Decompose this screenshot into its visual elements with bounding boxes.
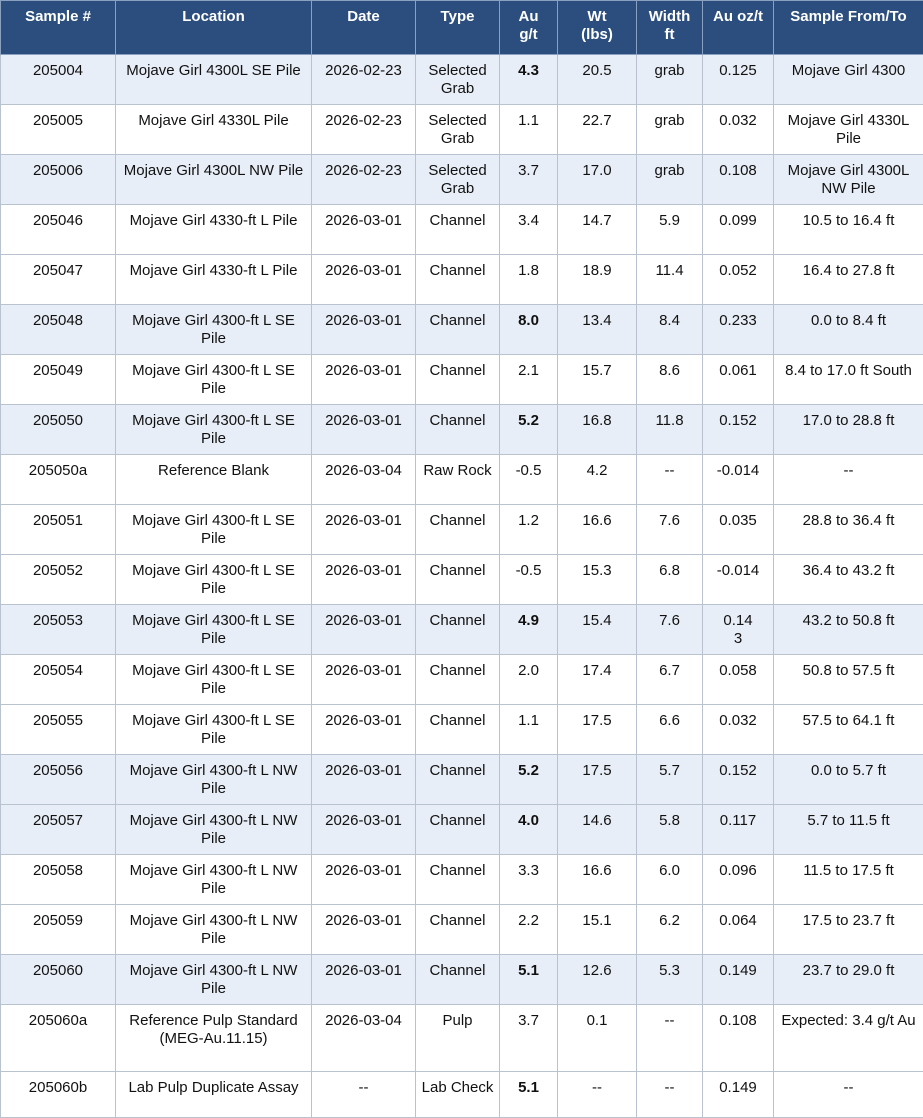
cell-sample-from-to: -- xyxy=(774,455,923,505)
cell-type: Channel xyxy=(416,605,500,655)
cell-location: Mojave Girl 4300-ft L NW Pile xyxy=(116,905,312,955)
cell-type: Channel xyxy=(416,205,500,255)
cell-date: 2026-03-01 xyxy=(312,555,416,605)
cell-sample-number: 205051 xyxy=(1,505,116,555)
cell-au-gpt: 1.8 xyxy=(500,255,558,305)
cell-date: 2026-03-01 xyxy=(312,905,416,955)
cell-sample-from-to: 36.4 to 43.2 ft xyxy=(774,555,923,605)
table-row xyxy=(1,255,923,305)
cell-width-ft: -- xyxy=(637,1005,703,1072)
table-body xyxy=(1,55,923,1118)
cell-au-ozt: -0.014 xyxy=(703,455,774,505)
cell-weight-lbs: 17.5 xyxy=(558,705,637,755)
cell-au-gpt: 8.0 xyxy=(500,305,558,355)
cell-au-ozt: 0.099 xyxy=(703,205,774,255)
cell-sample-number: 205060b xyxy=(1,1072,116,1118)
cell-sample-number: 205058 xyxy=(1,855,116,905)
cell-au-gpt: 1.1 xyxy=(500,105,558,155)
cell-location: Mojave Girl 4330L Pile xyxy=(116,105,312,155)
cell-sample-from-to: 8.4 to 17.0 ft South xyxy=(774,355,923,405)
cell-sample-number: 205060 xyxy=(1,955,116,1005)
cell-date: 2026-03-01 xyxy=(312,855,416,905)
cell-sample-number: 205046 xyxy=(1,205,116,255)
cell-au-gpt: 4.9 xyxy=(500,605,558,655)
cell-date: 2026-03-01 xyxy=(312,955,416,1005)
cell-sample-number: 205049 xyxy=(1,355,116,405)
header-au-ozt: Au oz/t xyxy=(703,1,774,55)
cell-weight-lbs: 12.6 xyxy=(558,955,637,1005)
cell-sample-number: 205047 xyxy=(1,255,116,305)
header-date: Date xyxy=(312,1,416,55)
header-sample-number: Sample # xyxy=(1,1,116,55)
cell-width-ft: 11.8 xyxy=(637,405,703,455)
cell-au-gpt: 2.0 xyxy=(500,655,558,705)
table-row xyxy=(1,905,923,955)
header-type: Type xyxy=(416,1,500,55)
cell-type: Selected Grab xyxy=(416,105,500,155)
cell-location: Reference Blank xyxy=(116,455,312,505)
cell-location: Mojave Girl 4300-ft L NW Pile xyxy=(116,955,312,1005)
cell-location: Mojave Girl 4300L NW Pile xyxy=(116,155,312,205)
cell-weight-lbs: 14.7 xyxy=(558,205,637,255)
cell-width-ft: 5.7 xyxy=(637,755,703,805)
cell-location: Mojave Girl 4300-ft L SE Pile xyxy=(116,555,312,605)
cell-width-ft: 5.8 xyxy=(637,805,703,855)
table-row xyxy=(1,55,923,105)
cell-weight-lbs: 16.6 xyxy=(558,505,637,555)
cell-au-gpt: 2.2 xyxy=(500,905,558,955)
cell-date: 2026-03-01 xyxy=(312,405,416,455)
cell-sample-from-to: 57.5 to 64.1 ft xyxy=(774,705,923,755)
cell-au-ozt: 0.032 xyxy=(703,705,774,755)
table-row xyxy=(1,505,923,555)
cell-au-gpt: 1.2 xyxy=(500,505,558,555)
cell-sample-from-to: 28.8 to 36.4 ft xyxy=(774,505,923,555)
table-row xyxy=(1,805,923,855)
cell-au-ozt: 0.117 xyxy=(703,805,774,855)
cell-weight-lbs: 17.0 xyxy=(558,155,637,205)
cell-au-ozt: -0.014 xyxy=(703,555,774,605)
cell-width-ft: 8.6 xyxy=(637,355,703,405)
cell-type: Channel xyxy=(416,755,500,805)
cell-au-gpt: 4.3 xyxy=(500,55,558,105)
cell-sample-number: 205057 xyxy=(1,805,116,855)
table-row xyxy=(1,855,923,905)
cell-sample-from-to: 11.5 to 17.5 ft xyxy=(774,855,923,905)
cell-type: Channel xyxy=(416,355,500,405)
cell-au-gpt: 4.0 xyxy=(500,805,558,855)
cell-au-ozt: 0.152 xyxy=(703,405,774,455)
cell-width-ft: 5.3 xyxy=(637,955,703,1005)
table-row xyxy=(1,955,923,1005)
cell-type: Selected Grab xyxy=(416,55,500,105)
cell-location: Mojave Girl 4300-ft L SE Pile xyxy=(116,655,312,705)
cell-au-gpt: 3.7 xyxy=(500,1005,558,1072)
cell-au-gpt: 3.7 xyxy=(500,155,558,205)
cell-date: 2026-02-23 xyxy=(312,155,416,205)
cell-weight-lbs: 22.7 xyxy=(558,105,637,155)
cell-au-gpt: 3.3 xyxy=(500,855,558,905)
cell-sample-from-to: Mojave Girl 4330L Pile xyxy=(774,105,923,155)
table-row xyxy=(1,155,923,205)
cell-type: Channel xyxy=(416,555,500,605)
cell-au-ozt: 0.096 xyxy=(703,855,774,905)
cell-type: Channel xyxy=(416,855,500,905)
cell-width-ft: -- xyxy=(637,455,703,505)
cell-location: Mojave Girl 4330-ft L Pile xyxy=(116,255,312,305)
table-row xyxy=(1,605,923,655)
cell-weight-lbs: 18.9 xyxy=(558,255,637,305)
cell-sample-from-to: 23.7 to 29.0 ft xyxy=(774,955,923,1005)
cell-sample-number: 205006 xyxy=(1,155,116,205)
cell-au-ozt: 0.061 xyxy=(703,355,774,405)
header-width-ft: Width ft xyxy=(637,1,703,55)
cell-weight-lbs: 15.3 xyxy=(558,555,637,605)
cell-date: 2026-03-01 xyxy=(312,205,416,255)
table-row xyxy=(1,105,923,155)
cell-sample-number: 205004 xyxy=(1,55,116,105)
table-row xyxy=(1,355,923,405)
table-row xyxy=(1,1072,923,1118)
cell-sample-from-to: Mojave Girl 4300 xyxy=(774,55,923,105)
table-row xyxy=(1,305,923,355)
cell-au-gpt: -0.5 xyxy=(500,555,558,605)
cell-au-gpt: 5.2 xyxy=(500,755,558,805)
cell-sample-number: 205052 xyxy=(1,555,116,605)
cell-au-ozt: 0.052 xyxy=(703,255,774,305)
cell-date: 2026-03-01 xyxy=(312,355,416,405)
cell-au-gpt: 1.1 xyxy=(500,705,558,755)
cell-date: 2026-03-01 xyxy=(312,505,416,555)
cell-weight-lbs: 15.1 xyxy=(558,905,637,955)
cell-type: Selected Grab xyxy=(416,155,500,205)
cell-au-gpt: 5.1 xyxy=(500,1072,558,1118)
cell-sample-number: 205056 xyxy=(1,755,116,805)
cell-width-ft: 7.6 xyxy=(637,505,703,555)
cell-width-ft: 6.2 xyxy=(637,905,703,955)
cell-width-ft: grab xyxy=(637,105,703,155)
cell-sample-number: 205053 xyxy=(1,605,116,655)
cell-type: Channel xyxy=(416,505,500,555)
cell-date: 2026-03-01 xyxy=(312,805,416,855)
cell-au-ozt: 0.233 xyxy=(703,305,774,355)
cell-sample-number: 205005 xyxy=(1,105,116,155)
cell-type: Channel xyxy=(416,255,500,305)
cell-date: 2026-02-23 xyxy=(312,105,416,155)
cell-width-ft: 11.4 xyxy=(637,255,703,305)
cell-weight-lbs: 0.1 xyxy=(558,1005,637,1072)
cell-type: Channel xyxy=(416,905,500,955)
cell-width-ft: 5.9 xyxy=(637,205,703,255)
table-row xyxy=(1,405,923,455)
table-row xyxy=(1,455,923,505)
cell-weight-lbs: -- xyxy=(558,1072,637,1118)
cell-au-gpt: -0.5 xyxy=(500,455,558,505)
cell-sample-number: 205048 xyxy=(1,305,116,355)
cell-date: 2026-03-01 xyxy=(312,255,416,305)
cell-au-ozt: 0.058 xyxy=(703,655,774,705)
cell-weight-lbs: 20.5 xyxy=(558,55,637,105)
table-row xyxy=(1,555,923,605)
table-row xyxy=(1,1005,923,1072)
cell-location: Mojave Girl 4300-ft L SE Pile xyxy=(116,405,312,455)
cell-sample-from-to: 0.0 to 5.7 ft xyxy=(774,755,923,805)
cell-weight-lbs: 14.6 xyxy=(558,805,637,855)
cell-sample-from-to: Mojave Girl 4300L NW Pile xyxy=(774,155,923,205)
cell-type: Channel xyxy=(416,955,500,1005)
cell-width-ft: 6.6 xyxy=(637,705,703,755)
cell-au-gpt: 3.4 xyxy=(500,205,558,255)
cell-width-ft: 6.8 xyxy=(637,555,703,605)
cell-width-ft: 6.0 xyxy=(637,855,703,905)
cell-date: 2026-03-04 xyxy=(312,1005,416,1072)
cell-sample-from-to: 50.8 to 57.5 ft xyxy=(774,655,923,705)
cell-location: Mojave Girl 4300-ft L NW Pile xyxy=(116,805,312,855)
cell-sample-number: 205055 xyxy=(1,705,116,755)
cell-date: 2026-03-01 xyxy=(312,305,416,355)
table-row xyxy=(1,655,923,705)
cell-date: 2026-03-01 xyxy=(312,755,416,805)
cell-au-ozt: 0.149 xyxy=(703,955,774,1005)
cell-au-ozt: 0.108 xyxy=(703,155,774,205)
cell-sample-from-to: Expected: 3.4 g/t Au xyxy=(774,1005,923,1072)
cell-sample-from-to: -- xyxy=(774,1072,923,1118)
cell-width-ft: 6.7 xyxy=(637,655,703,705)
cell-au-ozt: 0.032 xyxy=(703,105,774,155)
cell-type: Channel xyxy=(416,655,500,705)
cell-location: Lab Pulp Duplicate Assay xyxy=(116,1072,312,1118)
cell-width-ft: grab xyxy=(637,55,703,105)
cell-au-ozt: 0.152 xyxy=(703,755,774,805)
cell-type: Channel xyxy=(416,805,500,855)
cell-sample-from-to: 43.2 to 50.8 ft xyxy=(774,605,923,655)
header-location: Location xyxy=(116,1,312,55)
cell-location: Mojave Girl 4300-ft L SE Pile xyxy=(116,605,312,655)
cell-sample-number: 205054 xyxy=(1,655,116,705)
cell-weight-lbs: 15.4 xyxy=(558,605,637,655)
cell-location: Reference Pulp Standard (MEG-Au.11.15) xyxy=(116,1005,312,1072)
cell-weight-lbs: 16.6 xyxy=(558,855,637,905)
cell-sample-from-to: 17.0 to 28.8 ft xyxy=(774,405,923,455)
cell-sample-from-to: 5.7 to 11.5 ft xyxy=(774,805,923,855)
cell-sample-from-to: 0.0 to 8.4 ft xyxy=(774,305,923,355)
cell-type: Lab Check xyxy=(416,1072,500,1118)
cell-width-ft: -- xyxy=(637,1072,703,1118)
cell-date: 2026-02-23 xyxy=(312,55,416,105)
cell-sample-number: 205050 xyxy=(1,405,116,455)
cell-type: Raw Rock xyxy=(416,455,500,505)
cell-weight-lbs: 17.4 xyxy=(558,655,637,705)
cell-type: Channel xyxy=(416,705,500,755)
cell-type: Channel xyxy=(416,305,500,355)
cell-sample-number: 205050a xyxy=(1,455,116,505)
cell-weight-lbs: 15.7 xyxy=(558,355,637,405)
cell-location: Mojave Girl 4330-ft L Pile xyxy=(116,205,312,255)
cell-au-ozt: 0.064 xyxy=(703,905,774,955)
header-au-gpt: Au g/t xyxy=(500,1,558,55)
cell-au-ozt: 0.125 xyxy=(703,55,774,105)
cell-weight-lbs: 13.4 xyxy=(558,305,637,355)
cell-type: Channel xyxy=(416,405,500,455)
cell-sample-from-to: 17.5 to 23.7 ft xyxy=(774,905,923,955)
cell-au-gpt: 5.2 xyxy=(500,405,558,455)
cell-date: 2026-03-01 xyxy=(312,605,416,655)
header-weight-lbs: Wt (lbs) xyxy=(558,1,637,55)
table-row xyxy=(1,755,923,805)
cell-sample-from-to: 16.4 to 27.8 ft xyxy=(774,255,923,305)
cell-sample-number: 205059 xyxy=(1,905,116,955)
cell-location: Mojave Girl 4300-ft L SE Pile xyxy=(116,505,312,555)
cell-au-ozt: 0.035 xyxy=(703,505,774,555)
cell-width-ft: grab xyxy=(637,155,703,205)
cell-date: 2026-03-04 xyxy=(312,455,416,505)
cell-weight-lbs: 17.5 xyxy=(558,755,637,805)
cell-date: 2026-03-01 xyxy=(312,705,416,755)
cell-location: Mojave Girl 4300-ft L SE Pile xyxy=(116,705,312,755)
cell-location: Mojave Girl 4300-ft L NW Pile xyxy=(116,755,312,805)
cell-au-gpt: 2.1 xyxy=(500,355,558,405)
cell-au-ozt: 0.14 3 xyxy=(703,605,774,655)
cell-weight-lbs: 16.8 xyxy=(558,405,637,455)
cell-location: Mojave Girl 4300-ft L SE Pile xyxy=(116,305,312,355)
cell-sample-from-to: 10.5 to 16.4 ft xyxy=(774,205,923,255)
cell-location: Mojave Girl 4300L SE Pile xyxy=(116,55,312,105)
cell-au-ozt: 0.108 xyxy=(703,1005,774,1072)
cell-date: 2026-03-01 xyxy=(312,655,416,705)
cell-weight-lbs: 4.2 xyxy=(558,455,637,505)
cell-location: Mojave Girl 4300-ft L SE Pile xyxy=(116,355,312,405)
cell-date: -- xyxy=(312,1072,416,1118)
table-row xyxy=(1,705,923,755)
cell-au-ozt: 0.149 xyxy=(703,1072,774,1118)
cell-sample-number: 205060a xyxy=(1,1005,116,1072)
cell-au-gpt: 5.1 xyxy=(500,955,558,1005)
cell-width-ft: 7.6 xyxy=(637,605,703,655)
cell-type: Pulp xyxy=(416,1005,500,1072)
header-sample-from-to: Sample From/To xyxy=(774,1,923,55)
table-row xyxy=(1,205,923,255)
cell-location: Mojave Girl 4300-ft L NW Pile xyxy=(116,855,312,905)
header-row xyxy=(1,1,923,55)
cell-width-ft: 8.4 xyxy=(637,305,703,355)
